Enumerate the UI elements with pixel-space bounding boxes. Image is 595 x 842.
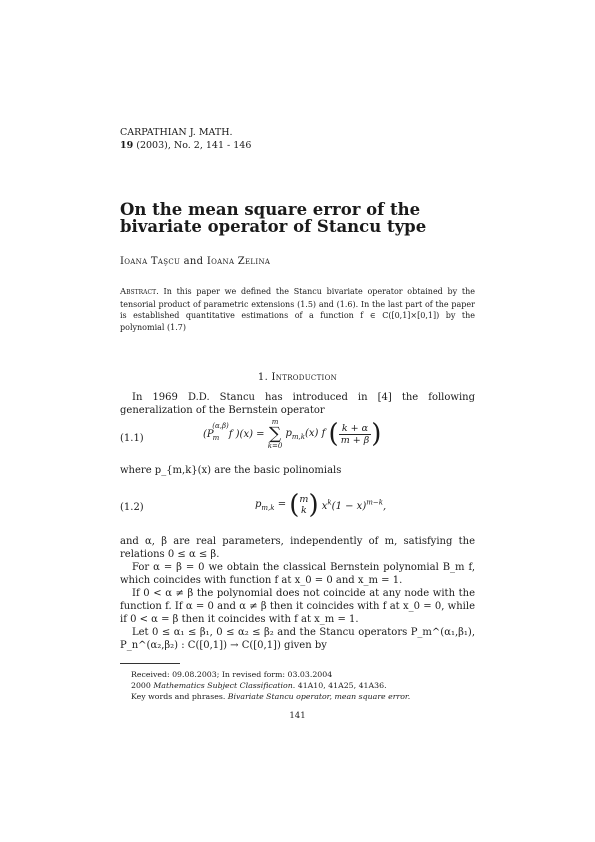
paper-title: On the mean square error of the bivariate operator of Stancu type	[120, 200, 427, 236]
abstract-label: Abstract.	[120, 287, 159, 297]
footnote-msc: 2000 Mathematics Subject Classification. 41A10, 41A25, 41A36.	[131, 681, 387, 690]
equation-1-1: ($P_m^{(\alpha,\beta)}f$ )(x) = m ∑ k=0 $p_{m,k}(x)$ f ( $\frac{k + \alpha}{m + \beta}$ )	[203, 418, 382, 450]
paragraph-3: and α, β are real parameters, independently of m, satisfying the relations 0 ≤ α ≤ β.	[120, 536, 475, 560]
footnote-rule	[120, 663, 180, 664]
paragraph-5: If 0 < α ≠ β the polynomial does not coincide at any node with the function f. If α = 0 and α ≠ β then it coincides with f at x_0 = 0, while if 0 < α = β then it coincides with f at x_m = 1.	[120, 588, 475, 625]
equation-label-1-2: (1.2)	[120, 502, 144, 513]
section-heading: 1. Introduction	[257, 372, 338, 383]
paragraph-4: For α = β = 0 we obtain the classical Bernstein polynomial B_m f, which coincides with function f at x_0 = 0 and x_m = 1.	[120, 562, 475, 586]
equation-label-1-1: (1.1)	[120, 433, 144, 444]
author-2: Ioana Zelina	[206, 256, 271, 267]
abstract-text: In this paper we defined the Stancu bivariate operator obtained by the tensorial product of parametric extensions (1.5) and (1.6). In the last part of the paper is established quantitative estimations of a function f ∈ C([0,1]×[0,1]) by the polynomial (1.7)	[120, 287, 475, 332]
authors: Ioana Taşcu and Ioana Zelina	[120, 256, 271, 267]
journal-name: CARPATHIAN J. MATH.	[120, 127, 233, 138]
volume-info: 19 (2003), No. 2, 141 - 146	[120, 140, 252, 151]
abstract	[120, 286, 475, 333]
journal-header	[120, 126, 251, 152]
equation-1-2: $p_{m,k}$ = ( m k ) $x^k(1 - x)^{m-k}$,	[255, 490, 387, 520]
footnote-keywords: Key words and phrases. Bivariate Stancu operator, mean square error.	[131, 692, 411, 701]
paragraph-2: where p_{m,k}(x) are the basic polinomials	[120, 465, 342, 476]
page-number: 141	[289, 711, 306, 721]
paragraph-1: In 1969 D.D. Stancu has introduced in [4] the following generalization of the Bernstein operator	[120, 392, 475, 416]
footnote-received: Received: 09.08.2003; In revised form: 03.03.2004	[131, 670, 333, 679]
paragraph-6: Let 0 ≤ α₁ ≤ β₁, 0 ≤ α₂ ≤ β₂ and the Stancu operators P_m^(α₁,β₁), P_n^(α₂,β₂) : C([0,1]) → C([0,1]) given by	[120, 627, 475, 651]
author-1: Ioana Taşcu	[120, 256, 181, 267]
